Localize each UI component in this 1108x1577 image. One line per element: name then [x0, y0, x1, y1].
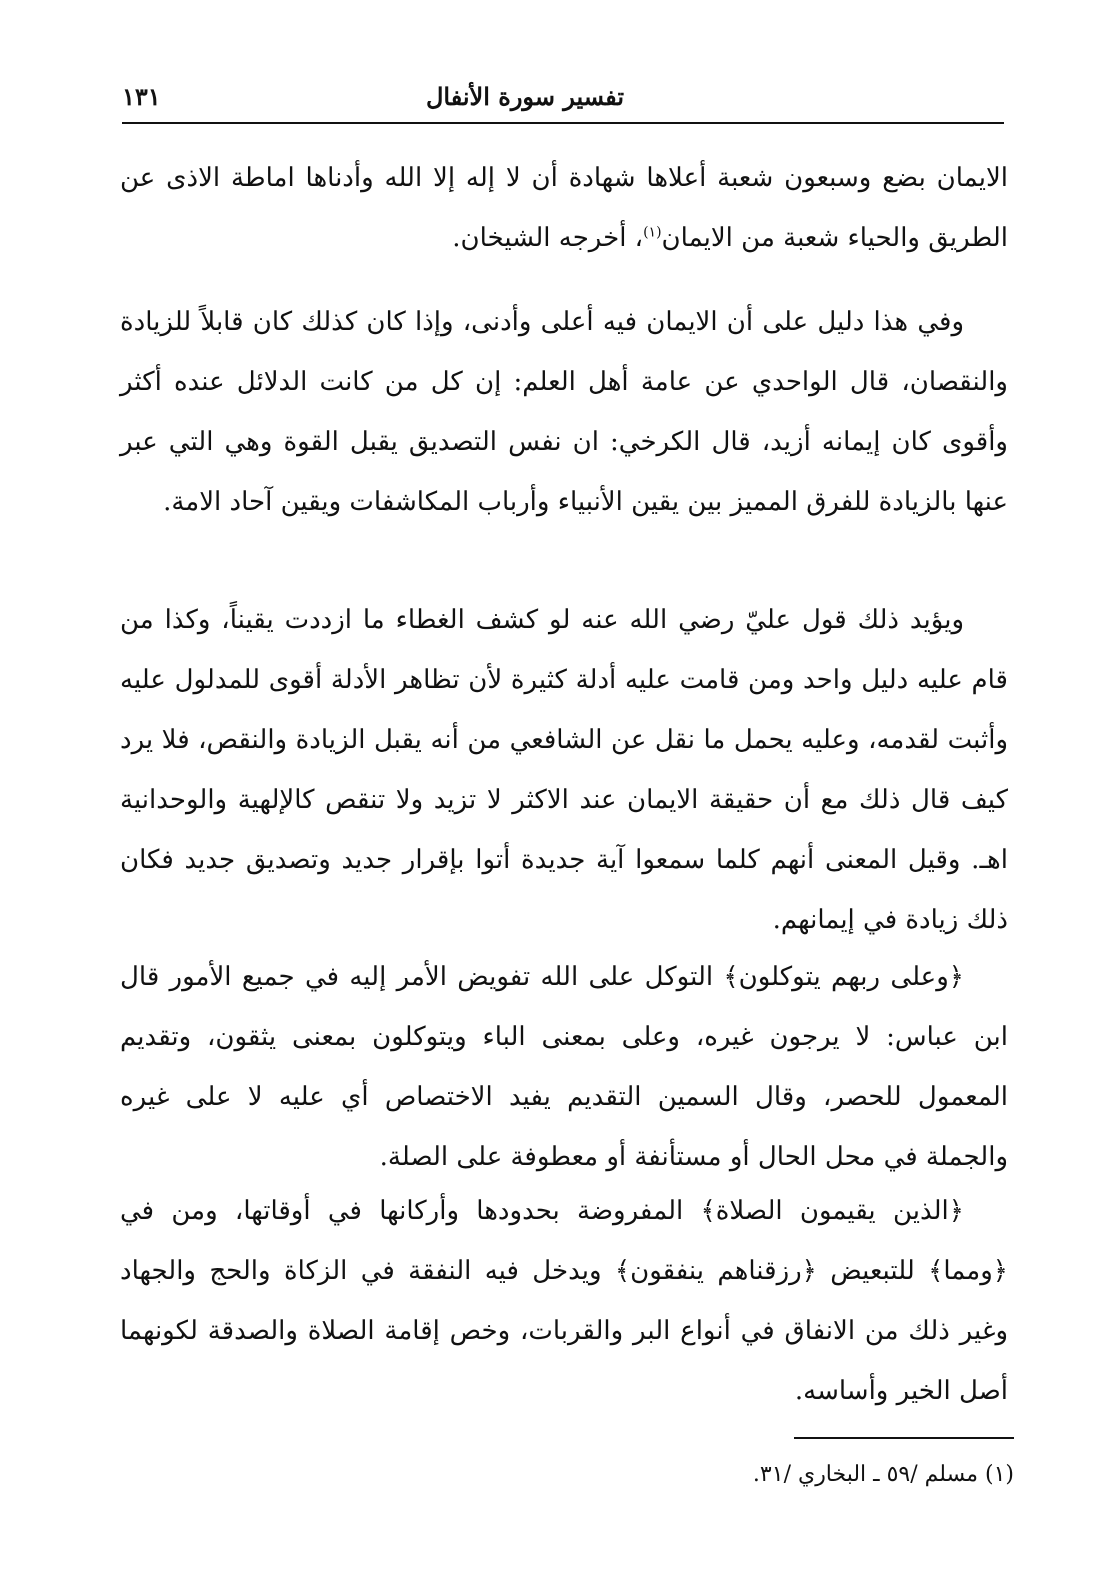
footnote-ref: (١)	[643, 224, 662, 241]
paragraph-2-text: وفي هذا دليل على أن الايمان فيه أعلى وأدنى، وإذا كان كذلك كان قابلاً للزيادة والنقصان، قال الواحدي عن عامة أهل العلم: إن كل من كانت الدلائل عنده أكثر وأقوى كان إيمانه أزيد، قال الكرخي: ان نفس التصديق يقبل القوة وهي التي عبر عنها بالزيادة للفرق المميز بين يقين الأنبياء وأرباب المكاشفات ويقين آحاد الامة.	[120, 307, 1008, 517]
paragraph-5	[120, 1181, 1008, 1421]
paragraph-4-text: ﴿وعلى ربهم يتوكلون﴾ التوكل على الله تفويض الأمر إليه في جميع الأمور قال ابن عباس: لا يرجون غيره، وعلى بمعنى الباء ويتوكلون بمعنى يثقون، وتقديم المعمول للحصر، وقال السمين التقديم يفيد الاختصاص أي عليه لا على غيره والجملة في محل الحال أو مستأنفة أو معطوفة على الصلة.	[120, 962, 1008, 1172]
page-header	[122, 78, 1004, 124]
footnote: (١) مسلم /٥٩ ـ البخاري /٣١.	[752, 1462, 1014, 1487]
paragraph-1	[120, 148, 1008, 268]
paragraph-3	[120, 590, 1008, 950]
page-number: ١٣١	[122, 82, 161, 111]
running-title: تفسير سورة الأنفال	[425, 82, 624, 111]
paragraph-4	[120, 947, 1008, 1187]
paragraph-1-tail: ، أخرجه الشيخان.	[452, 223, 644, 253]
paragraph-5-text: ﴿الذين يقيمون الصلاة﴾ المفروضة بحدودها وأركانها في أوقاتها، ومن في ﴿ومما﴾ للتبعيض ﴿رزقناهم ينفقون﴾ ويدخل فيه النفقة في الزكاة والحج والجهاد وغير ذلك من الانفاق في أنواع البر والقربات، وخص إقامة الصلاة والصدقة لكونهما أصل الخير وأساسه.	[120, 1196, 1008, 1406]
paragraph-3-text: ويؤيد ذلك قول عليّ رضي الله عنه لو كشف الغطاء ما ازددت يقيناً، وكذا من قام عليه دليل واحد ومن قامت عليه أدلة كثيرة لأن تظاهر الأدلة أقوى للمدلول عليه وأثبت لقدمه، وعليه يحمل ما نقل عن الشافعي من أنه يقبل الزيادة والنقص، فلا يرد كيف قال ذلك مع أن حقيقة الايمان عند الاكثر لا تزيد ولا تنقص كالإلهية والوحدانية اهـ. وقيل المعنى أنهم كلما سمعوا آية جديدة أتوا بإقرار جديد وتصديق جديد فكان ذلك زيادة في إيمانهم.	[120, 605, 1008, 935]
paragraph-2	[120, 292, 1008, 532]
paragraph-1-text: الايمان بضع وسبعون شعبة أعلاها شهادة أن لا إله إلا الله وأدناها اماطة الاذى عن الطريق والحياء شعبة من الايمان	[120, 163, 1008, 253]
footnote-divider	[794, 1437, 1014, 1439]
